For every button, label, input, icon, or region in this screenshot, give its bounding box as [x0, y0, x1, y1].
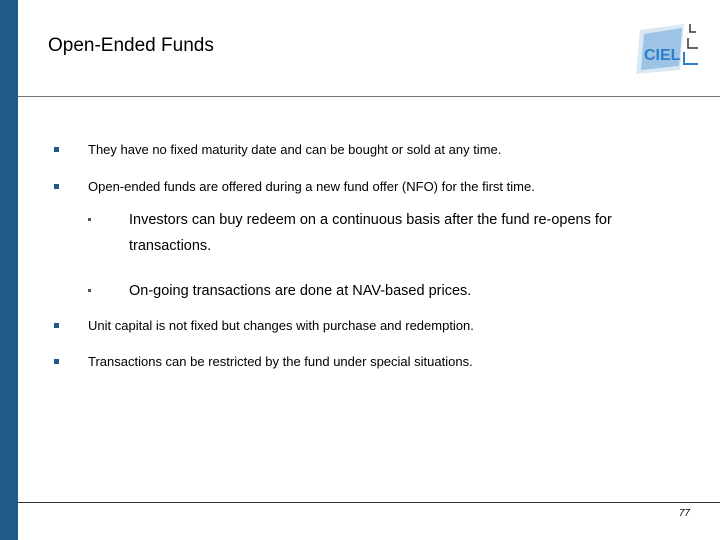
slide-title: Open-Ended Funds [48, 35, 214, 56]
square-bullet-icon [88, 218, 91, 221]
page-number: 77 [678, 508, 690, 519]
header-divider [18, 96, 720, 97]
left-accent-bar [0, 0, 18, 540]
square-bullet-icon [54, 359, 59, 364]
square-bullet-icon [54, 323, 59, 328]
ciel-logo [632, 20, 704, 78]
square-bullet-icon [88, 289, 91, 292]
square-bullet-icon [54, 184, 59, 189]
footer-divider [18, 502, 720, 503]
square-bullet-icon [54, 147, 59, 152]
svg-text:CIEL: CIEL [644, 47, 681, 64]
